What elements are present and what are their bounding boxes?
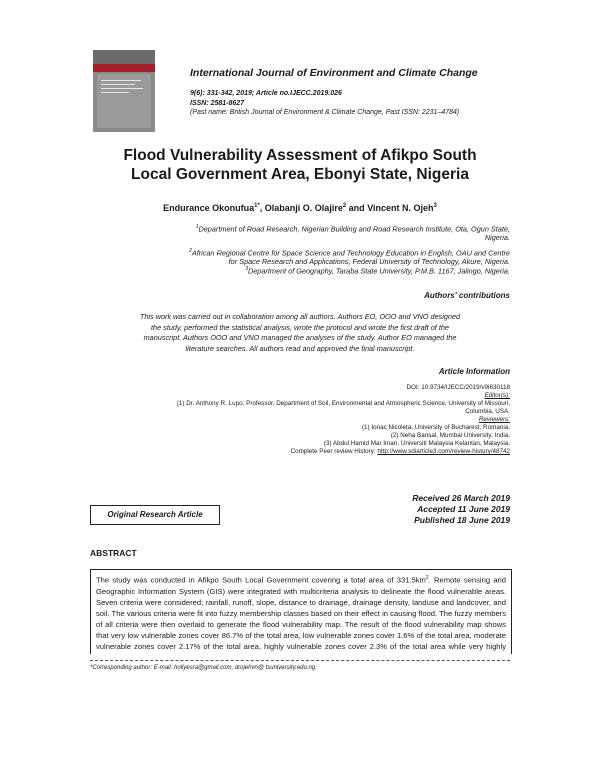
journal-cover-image [93, 50, 155, 132]
author-name: Vincent N. Ojeh [367, 203, 434, 213]
reviewer-item: (2) Neha Bansal, Mumbai University, India. [390, 432, 510, 439]
article-info-block [90, 384, 510, 456]
journal-issn: ISSN: 2581-8627 [190, 100, 245, 107]
publication-dates [412, 493, 510, 526]
editors-label: Editor(s): [484, 392, 510, 399]
paper-title: Flood Vulnerability Assessment of Afikpo South Local Government Area, Ebonyi State, Nigeria [123, 147, 477, 183]
published-date: Published 18 June 2019 [414, 515, 510, 525]
affiliation-3: $^3$Department of Geography, Taraba State University, P.M.B. 1167, Jalingo, Nigeria. [245, 266, 510, 276]
reviewer-item: (1) Ionac Nicoleta, University of Bucharest, Romania. [361, 424, 510, 431]
abstract-text: The study was conducted in Afikpo South Local Government covering a total area of $331.5km^2$. Remote sensing and Geographic Information System (GIS) were integrated with multicriteria analysis to delineate the flood vulnerable areas. Seven criteria were considered; rainfall, runoff, slope, distance to drainage, drainage density, landuse and landcover, and soil. The various criteria were fit into fuzzy membership classes based on their effect in causing flood. The fuzzy members of all criteria were then overlaid to generate the flood vulnerability map. The result of the flood vulnerability map shows that very low vulnerable zones cover 86.7% of the total area, low vulnerable zones cover 1.6% of the total area, moderate vulnerable zones cover 2.17% of the total area, highly vulnerable zones cover 2.3% of the total area while very highly [90, 569, 512, 654]
author-name: Olabanji O. Olajire [264, 203, 343, 213]
reviewers-label: Reviewers: [478, 416, 510, 423]
review-history-link[interactable]: http://www.sdiarticle3.com/review-history/48742 [377, 448, 510, 455]
author-list: Endurance Okonufua$^{1*}$, Olabanji O. Olajire$^2$ and Vincent N. Ojeh$^3$ [163, 203, 437, 213]
article-type-badge: Original Research Article [90, 505, 220, 525]
affiliation-2: $^2$African Regional Centre for Space Science and Technology Education in English, OAU and Centre for Space Research and Applications, Federal University of Technology, Akure, Nigeria. [189, 248, 510, 267]
reviewer-item: (3) Abdul Hamid Mar Iman, Universiti Malaysia Kelantan, Malaysia. [323, 440, 510, 447]
footnote-divider [90, 660, 510, 661]
contributions-heading: Authors' contributions [424, 291, 510, 300]
received-date: Received 26 March 2019 [412, 493, 510, 503]
doi: DOI: 10.9734/IJECC/2019/v9i630118 [406, 384, 510, 391]
author-name: Endurance Okonufua [163, 203, 255, 213]
review-history-line: Complete Peer review History: http://www.sdiarticle3.com/review-history/48742 [290, 448, 510, 455]
article-info-heading: Article Information [438, 367, 510, 376]
journal-past-name: (Past name: British Journal of Environment & Climate Change, Past ISSN: 2231–4784) [190, 109, 460, 116]
abstract-heading: ABSTRACT [90, 548, 137, 558]
accepted-date: Accepted 11 June 2019 [417, 504, 510, 514]
contributions-text: This work was carried out in collaboration among all authors. Authors EO, OOO and VNO designed the study, performed the statistical analysis, wrote the protocol and wrote the first draft of the manuscript. Authors OOO and VNO managed the analyses of the study. Author EO managed the literature searches. All authors read and approved the final manuscript. [139, 312, 461, 353]
affiliation-1: $^1$Department of Road Research, Nigerian Building and Road Research Institute, Ota, Ogun State, Nigeria. [195, 224, 510, 243]
editor-line: (1) Dr. Anthony R. Lupo, Professor, Department of Soil, Environmental and Atmospheric Science, University of Missouri, [176, 400, 510, 407]
editor-line: Columbia, USA. [465, 408, 510, 415]
journal-citation: 9(6): 331-342, 2019; Article no.IJECC.2019.026 [190, 90, 342, 97]
corresponding-author-footnote: *Corresponding author: E-mail: hollyesra@gmail.com, drojehvn@ tsuniversity.edu.ng [90, 665, 316, 671]
journal-name: International Journal of Environment and Climate Change [190, 67, 478, 79]
